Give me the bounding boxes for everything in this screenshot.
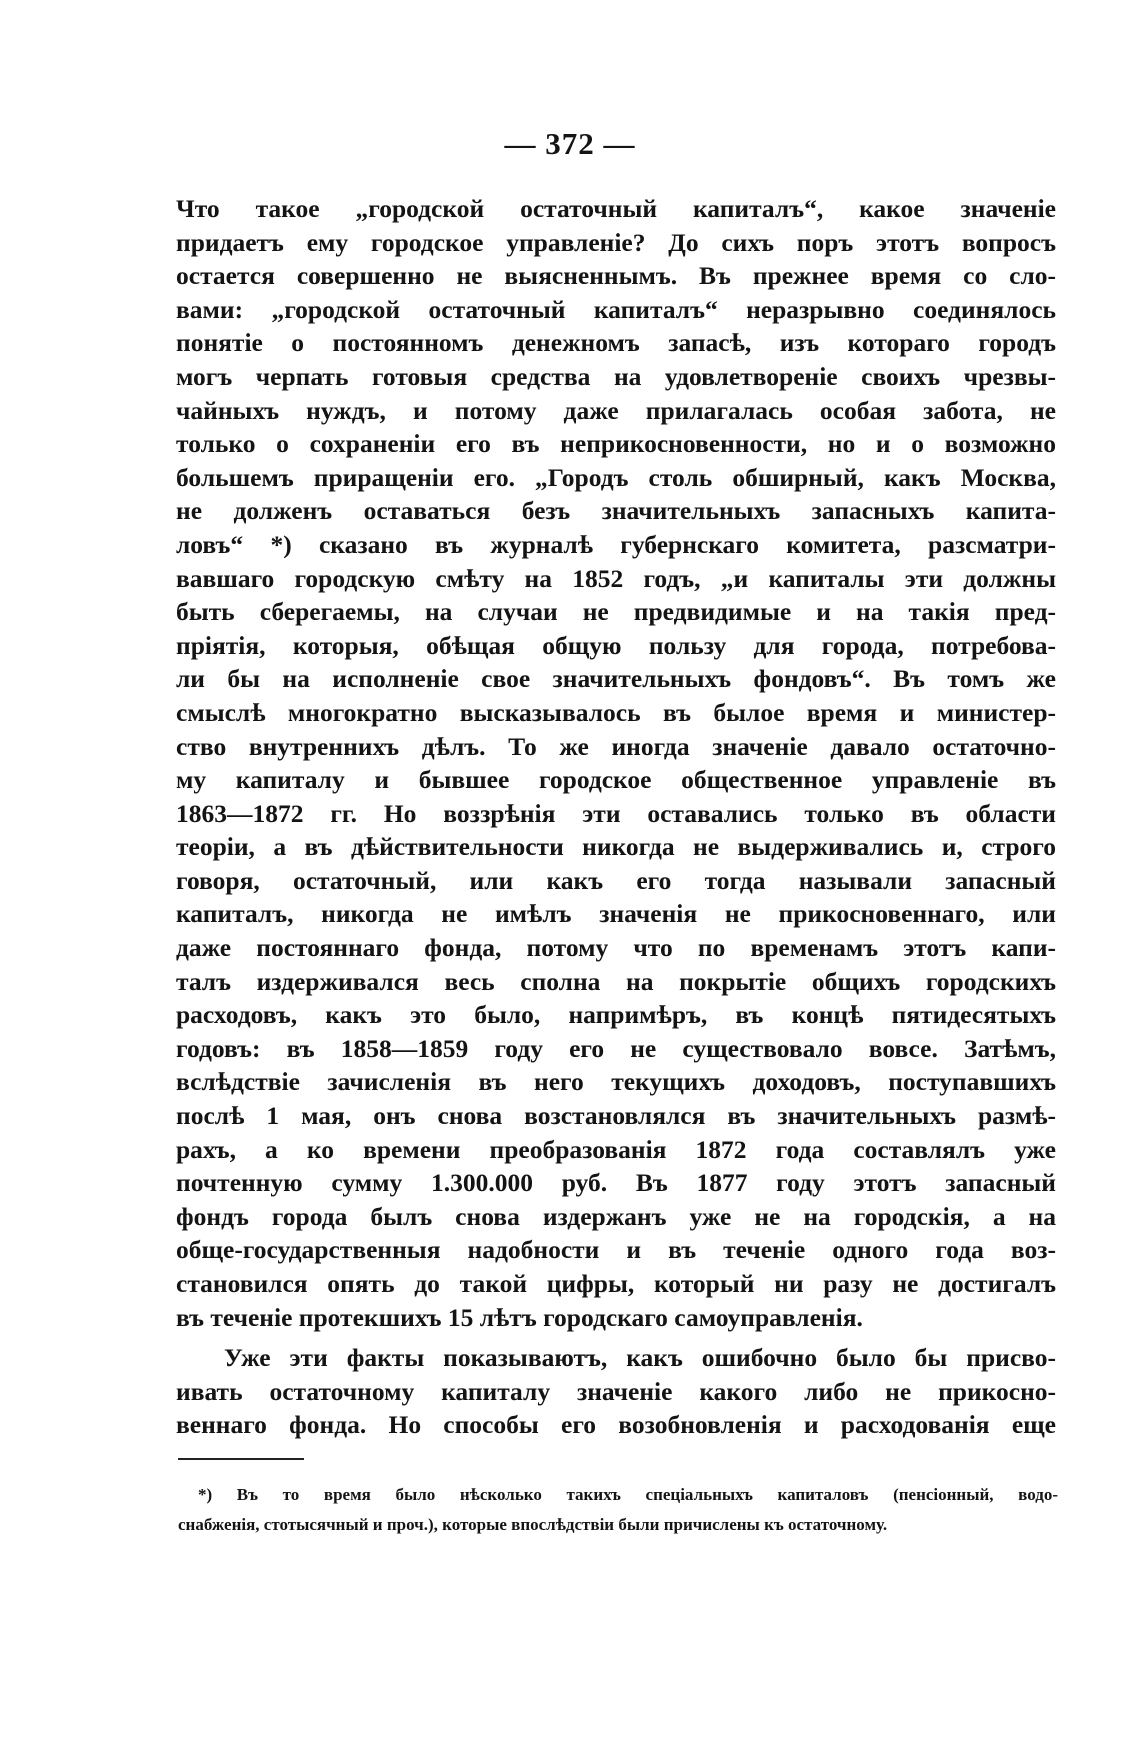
text-line: ли бы на исполненіе свое значительныхъ фондовъ“. Въ томъ же [176,664,1056,694]
paragraph-gap [176,1334,1056,1341]
text-line: рахъ, а ко времени преобразованія 1872 года составлялъ уже [176,1134,1056,1164]
text-line: ловъ“ *) сказано въ журналѣ губернскаго комитета, разсматри- [176,529,1056,559]
text-line: расходовъ, какъ это было, напримѣръ, въ концѣ пятидесятыхъ [176,1000,1056,1030]
text-line: фондъ города былъ снова издержанъ уже не на городскія, а на [176,1201,1056,1231]
paragraph-2 [176,1341,1056,1442]
text-line: 1863—1872 гг. Но воззрѣнія эти оставались только въ области [176,798,1056,828]
text-line: вами: „городской остаточный капиталъ“ неразрывно соединялось [176,294,1056,324]
text-line: вслѣдствіе зачисленія въ него текущихъ доходовъ, поступавшихъ [176,1067,1056,1097]
text-line: ство внутреннихъ дѣлъ. То же иногда значеніе давало остаточно- [176,731,1056,761]
text-line: придаетъ ему городское управленіе? До сихъ поръ этотъ вопросъ [176,227,1056,257]
paragraph-1 [176,192,1056,1334]
text-line: Уже эти факты показываютъ, какъ ошибочно было бы присво- [224,1343,1056,1373]
text-line: чайныхъ нуждъ, и потому даже прилагалась особая забота, не [176,395,1056,425]
text-line: годовъ: въ 1858—1859 году его не существовало вовсе. Затѣмъ, [176,1033,1056,1063]
text-line: въ теченіе протекшихъ 15 лѣтъ городскаго самоуправленія. [176,1302,863,1332]
text-line: пріятія, которыя, обѣщая общую пользу для города, потребова- [176,630,1056,660]
text-line: остается совершенно не выясненнымъ. Въ прежнее время со сло- [176,261,1056,291]
footnote [178,1480,1058,1540]
text-line: говоря, остаточный, или какъ его тогда называли запасный [176,865,1056,895]
text-line: талъ издерживался весь сполна на покрытіе общихъ городскихъ [176,966,1056,996]
text-line: Что такое „городской остаточный капиталъ“, какое значеніе [176,194,1056,223]
text-line: послѣ 1 мая, онъ снова возстановлялся въ значительныхъ размѣ- [176,1101,1056,1131]
text-line: веннаго фонда. Но способы его возобновленія и расходованія еще [176,1410,1056,1440]
text-line: не долженъ оставаться безъ значительныхъ запасныхъ капита- [176,496,1056,526]
footnote-divider [178,1458,304,1460]
text-line: становился опять до такой цифры, который ни разу не достигалъ [176,1269,1056,1298]
text-line: даже постояннаго фонда, потому что по временамъ этотъ капи- [176,933,1056,963]
text-line: быть сберегаемы, на случаи не предвидимые и на такія пред- [176,597,1056,627]
footnote-line: снабженія, стотысячный и проч.), которые впослѣдствіи были причислены къ остаточному. [178,1515,888,1534]
text-line: почтенную сумму 1.300.000 руб. Въ 1877 году этотъ запасный [176,1168,1056,1198]
text-line: капиталъ, никогда не имѣлъ значенія не прикосновеннаго, или [176,899,1056,929]
text-line: смыслѣ многократно высказывалось въ былое время и министер- [176,697,1056,727]
text-line: могъ черпать готовыя средства на удовлетвореніе своихъ чрезвы- [176,361,1056,391]
body-text [176,192,1056,1442]
text-line: только о сохраненіи его въ неприкосновенности, но и о возможно [176,429,1056,459]
text-line: обще-государственныя надобности и въ теченіе одного года воз- [176,1235,1056,1265]
text-line: вавшаго городскую смѣту на 1852 годъ, „и капиталы эти должны [176,563,1056,593]
text-line: му капиталу и бывшее городское общественное управленіе въ [176,765,1056,795]
text-line: теоріи, а въ дѣйствительности никогда не выдерживались и, строго [176,832,1056,862]
text-line: большемъ приращеніи его. „Городъ столь обширный, какъ Москва, [176,462,1056,492]
text-line: понятіе о постоянномъ денежномъ запасѣ, изъ котораго городъ [176,328,1056,358]
text-line: ивать остаточному капиталу значеніе какого либо не прикосно- [176,1376,1056,1406]
footnote-line: *) Въ то время было нѣсколько такихъ спеціальныхъ капиталовъ (пенсіонный, водо- [198,1485,1058,1504]
page-number: — 372 — [504,126,636,161]
